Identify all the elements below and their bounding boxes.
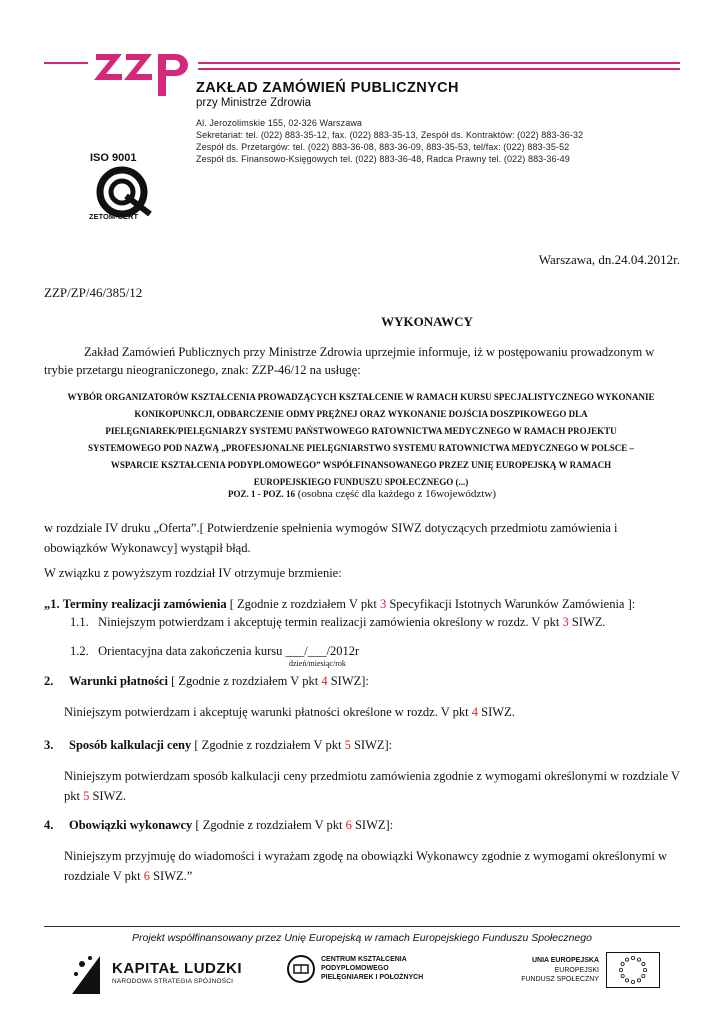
item-ref-number: 3	[379, 597, 387, 611]
kapital-ludzki-icon	[68, 950, 104, 994]
subject-line: KONIKOPUNKCJI, ODBARCZENIE ODMY PRĘŻNEJ ORAZ WYKONANIE DOJŚCIA DOSZPIKOWEGO DLA	[134, 409, 588, 419]
item-ref-end: SIWZ]:	[350, 738, 393, 752]
contact-finance: Zespół ds. Finansowo-Księgowych tel. (022) 883-36-48, Radca Prawny tel. (022) 883-36-49	[196, 154, 570, 164]
kapital-ludzki-subtitle: NARODOWA STRATEGIA SPÓJNOŚCI	[112, 978, 234, 985]
item-1-2	[70, 644, 359, 659]
item-title: Terminy realizacji zamówienia	[62, 597, 227, 611]
item-4-text	[64, 846, 680, 886]
item-number: 4.	[44, 818, 54, 832]
item-text-end: SIWZ.	[568, 615, 606, 629]
kapital-ludzki-title: KAPITAŁ LUDZKI	[112, 960, 243, 977]
ckppp-icon	[286, 954, 316, 984]
amendment-intro: W związku z powyższym rozdział IV otrzymuje brzmienie:	[44, 566, 342, 580]
item-2-text	[64, 702, 680, 722]
subject-line: SYSTEMOWEGO POD NAZWĄ „PROFESJONALNE PIELĘGNIARSTWO SYSTEMU RATOWNICTWA MEDYCZNEGO W POLSCE –	[88, 443, 634, 453]
org-subtitle: przy Ministrze Zdrowia	[196, 97, 312, 109]
item-ref: [ Zgodnie z rozdziałem V pkt	[192, 818, 346, 832]
iso-label: ISO 9001	[90, 152, 137, 164]
item-number: 1.1.	[70, 615, 89, 629]
eu-line: EUROPEJSKI	[554, 967, 599, 974]
iso-certificate-icon	[92, 166, 162, 218]
item-3-heading	[44, 738, 392, 753]
eu-line: FUNDUSZ SPOŁECZNY	[521, 976, 599, 983]
contact-secretariat: Sekretariat: tel. (022) 883-35-12, fax. (022) 883-35-13, Zespół ds. Kontraktów: (022) 883-36-32	[196, 130, 584, 140]
item-text: Niniejszym potwierdzam i akceptuję warunki płatności określone w rozdz. V pkt	[64, 705, 472, 719]
header-rule-bottom	[150, 68, 680, 70]
item-text: Niniejszym potwierdzam i akceptuję termin realizacji zamówienia określony w rozdz. V pkt	[98, 615, 563, 629]
ck-line: CENTRUM KSZTAŁCENIA	[321, 956, 407, 963]
footer-note: Projekt współfinansowany przez Unię Europejską w ramach Europejskiego Funduszu Społecznego	[132, 932, 592, 944]
ck-line: PODYPLOMOWEGO	[321, 965, 389, 972]
contact-address: Al. Jerozolimskie 155, 02-326 Warszawa	[196, 118, 363, 128]
item-ref-number: 4	[471, 705, 479, 719]
tender-subject	[40, 389, 682, 491]
item-number: 3.	[44, 738, 54, 752]
item-title: Obowiązki wykonawcy	[69, 818, 193, 832]
item-title: Warunki płatności	[69, 674, 168, 688]
item-4-heading	[44, 818, 393, 833]
item-3-text	[64, 766, 680, 806]
subject-line: PIELĘGNIAREK/PIELĘGNIARZY SYSTEMU PAŃSTWOWEGO RATOWNICTWA MEDYCZNEGO W RAMACH PROJEKTU	[105, 426, 617, 436]
item-ref-number: 6	[345, 818, 352, 832]
eu-line: UNIA EUROPEJSKA	[531, 957, 599, 964]
item-text-end: SIWZ.”	[149, 869, 193, 883]
item-number: „1.	[44, 597, 60, 611]
item-2-heading	[44, 674, 369, 689]
item-ref-number: 4	[321, 674, 328, 688]
item-text: Niniejszym potwierdzam sposób kalkulacji ceny przedmiotu zamówienia zgodnie z wymogami określonymi w rozdziale V pkt	[64, 769, 680, 803]
item-text-end: SIWZ.	[478, 705, 515, 719]
org-name: ZAKŁAD ZAMÓWIEŃ PUBLICZNYCH	[196, 80, 459, 96]
item-ref-number: 6	[143, 869, 150, 883]
item-title: Sposób kalkulacji ceny	[69, 738, 192, 752]
error-paragraph: w rozdziale IV druku „Oferta”.[ Potwierdzenie spełnienia wymogów SIWZ dotyczących przedmiotu zamówienia i obowiązków Wykonawcy] wystąpił błąd.	[44, 521, 618, 555]
document-title: WYKONAWCY	[381, 314, 473, 329]
subject-line: WYBÓR ORGANIZATORÓW KSZTAŁCENIA PROWADZĄCYCH KSZTAŁCENIE W RAMACH KURSU SPECJALISTYCZNEGO WYKONANIE	[67, 392, 655, 402]
item-1-heading	[44, 597, 635, 612]
date-format-hint: dzień/miesiąc/rok	[289, 659, 346, 668]
item-ref: [ Zgodnie z rozdziałem V pkt	[191, 738, 345, 752]
item-number: 1.2.	[70, 644, 89, 658]
item-ref-end: SIWZ]:	[351, 818, 394, 832]
ck-line: PIELĘGNIAREK I POŁOŻNYCH	[321, 974, 424, 981]
positions-range: POZ. 1 - POZ. 16	[228, 489, 295, 499]
item-ref: [ Zgodnie z rozdziałem V pkt	[168, 674, 322, 688]
subject-line: WSPARCIE KSZTAŁCENIA PODYPLOMOWEGO” WSPÓŁFINANSOWANEGO PRZEZ UNIĘ EUROPEJSKĄ W RAMACH	[110, 460, 612, 470]
item-ref-number: 5	[83, 789, 90, 803]
item-ref-number: 3	[562, 615, 569, 629]
contact-tenders: Zespół ds. Przetargów: tel. (022) 883-36-08, 883-36-09, 883-35-53, tel/fax: (022) 883-35-52	[196, 142, 570, 152]
item-ref-end: SIWZ]:	[327, 674, 369, 688]
document-reference: ZZP/ZP/46/385/12	[44, 285, 143, 300]
item-ref: [ Zgodnie z rozdziałem V pkt	[226, 597, 380, 611]
intro-paragraph: Zakład Zamówień Publicznych przy Ministrze Zdrowia uprzejmie informuje, iż w postępowaniu prowadzonym w trybie przetargu nieograniczonego, znak: ZZP-46/12 na usługę:	[44, 345, 655, 377]
positions-note: (osobna część dla każdego z 16województw)	[295, 488, 496, 500]
item-1-1	[70, 615, 606, 630]
iso-cert-name: ZETOM-CERT	[89, 212, 139, 221]
document-date: Warszawa, dn.24.04.2012r.	[538, 252, 680, 267]
item-text: Niniejszym przyjmuję do wiadomości i wyrażam zgodę na obowiązki Wykonawcy zgodnie z wymogami określonymi w rozdziale V pkt	[64, 849, 668, 883]
eu-flag-icon	[606, 952, 660, 988]
item-number: 2.	[44, 674, 54, 688]
item-ref-number: 5	[344, 738, 351, 752]
item-text: Orientacyjna data zakończenia kursu ___/___/2012r	[98, 644, 360, 658]
subject-line: EUROPEJSKIEGO FUNDUSZU SPOŁECZNEGO (...)	[253, 477, 469, 487]
item-text-end: SIWZ.	[89, 789, 127, 803]
item-ref-end: Specyfikacji Istotnych Warunków Zamówienia ]:	[386, 597, 636, 611]
zzp-logo-icon	[88, 40, 198, 102]
footer-divider	[44, 926, 680, 927]
positions-line	[0, 488, 724, 500]
